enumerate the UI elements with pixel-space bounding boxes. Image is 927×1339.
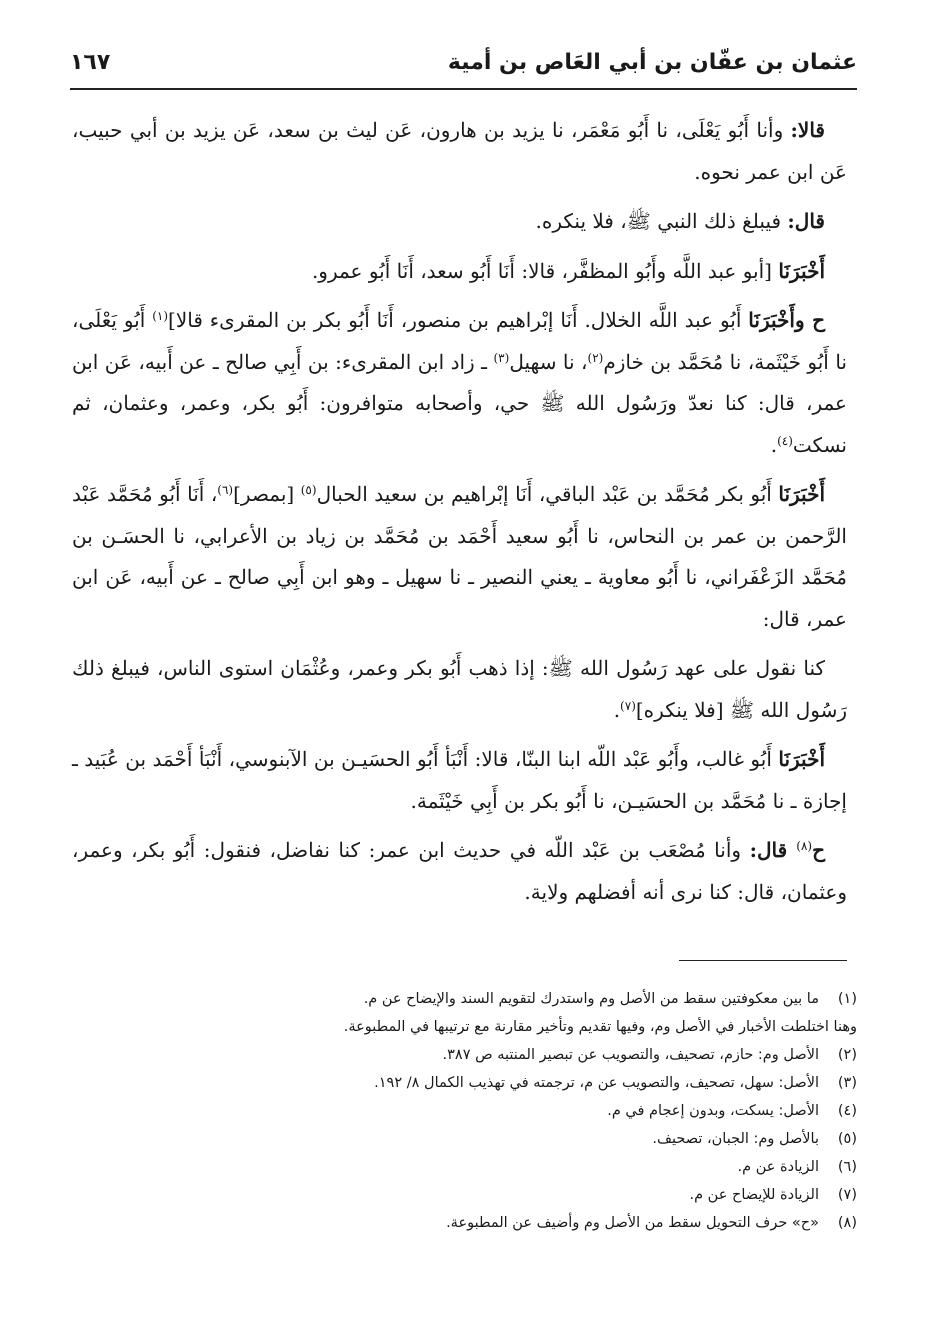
footnote-number: (٤) (837, 1103, 857, 1119)
footnote-number: (١) (837, 991, 857, 1007)
paragraph-text: كنا نقول على عهد رَسُول الله ﷺ: إذا ذهب أَبُو بكر وعمر، وعُثْمَان استوى الناس، فيبلغ ذلك رَسُول الله ﷺ [فلا ينكره] (72, 656, 847, 722)
footnote-text: بالأصل وم: الجبان، تصحيف. (652, 1131, 819, 1147)
keyword: ح (812, 838, 825, 862)
keyword: ح وأَخْبَرَنَا (748, 308, 826, 332)
footnote (77, 1153, 857, 1181)
paragraph-8 (72, 830, 847, 913)
paragraph-text: [بمصر] (233, 482, 301, 506)
paragraph-text: [أبو عبد اللَّه وأَبُو المظفَّر، قالا: أَنَا أَبُو سعد، أَنَا أَبُو عمرو. (311, 258, 779, 283)
footnote-divider (679, 960, 847, 961)
paragraph-text: ، أَنَا أَبُو مُحَمَّد عَبْد الرَّحمن بن عمر بن النحاس، نا أَبُو سعيد أَحْمَد بن مُحَمَّد بن زياد بن الأعرابي، نا الحسَـن بن مُحَمَّد الزَعْفَراني، نا أَبُو معاوية ـ يعني النصير ـ نا سهيل ـ وهو ابن أَبِي صالح ـ عن أَبيه، عَن ابن عمر، قال: (72, 482, 847, 631)
footnote (77, 1125, 857, 1153)
paragraph-3 (72, 251, 847, 293)
footnote-number: (٢) (837, 1047, 857, 1063)
footnote-number: (٦) (837, 1159, 857, 1175)
footnote-text: الزيادة عن م. (737, 1159, 819, 1175)
keyword: أَخْبَرَنَا (778, 258, 825, 283)
footnote-ref[interactable]: (٧) (620, 698, 636, 713)
keyword: قال: (749, 838, 797, 862)
paragraph-text: . (613, 697, 621, 722)
footnote-ref[interactable]: (٥) (300, 483, 317, 497)
footnote (77, 985, 857, 1013)
footnote-text: الأصل: سهل، تصحيف، والتصويب عن م، ترجمته في تهذيب الكمال ٨/ ١٩٢. (374, 1075, 819, 1091)
paragraph-text: أَبُو عبد اللَّه الخلال. أَنَا إبْراهيم بن منصور، أَنَا أَبُو بكر بن المقرىء قالا] (168, 308, 749, 332)
footnote-ref[interactable]: (٦) (217, 483, 234, 497)
paragraph-text: وأنا مُصْعَب بن عَبْد اللّه في حديث ابن عمر: كنا نفاضل، فنقول: أَبُو بكر، وعمر، وعثمان، قال: كنا نرى أنه أفضلهم ولاية. (72, 838, 847, 904)
paragraph-text: وأنا أَبُو يَعْلَى، نا أَبُو مَعْمَر، نا يزيد بن هارون، عَن ليث بن سعد، عَن يزيد بن أبي حبيب، عَن ابن عمر نحوه. (72, 118, 847, 184)
paragraph-text: ـ زاد ابن المقرىء: بن أَبِي صالح ـ عن أَبيه، عَن ابن عمر، قال: كنا نعدّ ورَسُول الله ﷺ حي، وأصحابه متوافرون: أَبُو بكر، وعمر، وعثمان، ثم نسكت (72, 349, 847, 457)
paragraph-text: أَبُو غالب، وأَبُو عَبْد اللّه ابنا البنّا، قالا: أَنْبَأ أَبُو الحسَيـن بن الآبنوسي، أَنْبَأ أَحْمَد بن عُبَيد ـ إجازة ـ نا مُحَمَّد بن الحسَيـن، نا أَبُو بكر بن أَبِي خَيْثَمة. (72, 747, 847, 813)
footnote-text: الأصل وم: حازم، تصحيف، والتصويب عن تبصير المنتبه ص ٣٨٧. (442, 1047, 819, 1063)
footnote (77, 1041, 857, 1069)
footnote-text: الزيادة للإيضاح عن م. (689, 1187, 819, 1203)
footnote-text: «ح» حرف التحويل سقط من الأصل وم وأضيف عن المطبوعة. (446, 1215, 819, 1231)
footnote-number: (٨) (837, 1215, 857, 1231)
paragraph-6 (72, 648, 847, 731)
keyword: أَخْبَرَنَا (778, 747, 825, 771)
footnote-text: ما بين معكوفتين سقط من الأصل وم واستدرك لتقويم السند والإيضاح عن م. (363, 991, 819, 1007)
footnote-number: (٧) (837, 1187, 857, 1203)
footnote (77, 1181, 857, 1209)
main-text (72, 110, 847, 921)
paragraph-4 (72, 300, 847, 466)
paragraph-text: ، نا سهيل (509, 349, 588, 374)
footnote-number: (٣) (837, 1075, 857, 1091)
paragraph-text: أَبُو يَعْلَى، نا أَبُو خَيْثَمة، نا مُحَمَّد بن خازم (72, 308, 847, 374)
paragraph-7 (72, 739, 847, 822)
paragraph-1 (72, 110, 847, 193)
paragraph-text: أَبُو بكر مُحَمَّد بن عَبْد الباقي، أَنَا إبْراهيم بن سعيد الحبال (316, 482, 779, 506)
footnote (77, 1097, 857, 1125)
paragraph-text: فيبلغ ذلك النبي ﷺ، فلا ينكره. (535, 209, 788, 233)
keyword: أَخْبَرَنَا (778, 482, 825, 506)
paragraph-2 (72, 201, 847, 243)
footnotes (77, 985, 857, 1237)
paragraph-text: . (770, 432, 778, 457)
footnote-ref[interactable]: (١) (152, 309, 169, 323)
page-number: ١٦٧ (70, 50, 111, 75)
footnote-number: (٥) (837, 1131, 857, 1147)
footnote (77, 1209, 857, 1237)
keyword: قالا: (790, 118, 825, 142)
keyword: قال: (787, 209, 825, 233)
footnote-continuation: وهنا اختلطت الأخبار في الأصل وم، وفيها تقديم وتأخير مقارنة مع ترتيبها في المطبوعة. (343, 1019, 857, 1035)
footnote (77, 1069, 857, 1097)
footnote-ref[interactable]: (٤) (777, 433, 793, 448)
running-title: عثمان بن عفّان بن أبي العَاص بن أمية (447, 50, 857, 75)
footnote-ref[interactable]: (٣) (493, 350, 510, 365)
footnote-text: الأصل: يسكت، وبدون إعجام في م. (607, 1103, 819, 1119)
page-header (70, 44, 857, 90)
footnote-ref[interactable]: (٨) (796, 839, 813, 853)
footnote-ref[interactable]: (٢) (587, 350, 604, 365)
paragraph-5 (72, 474, 847, 640)
